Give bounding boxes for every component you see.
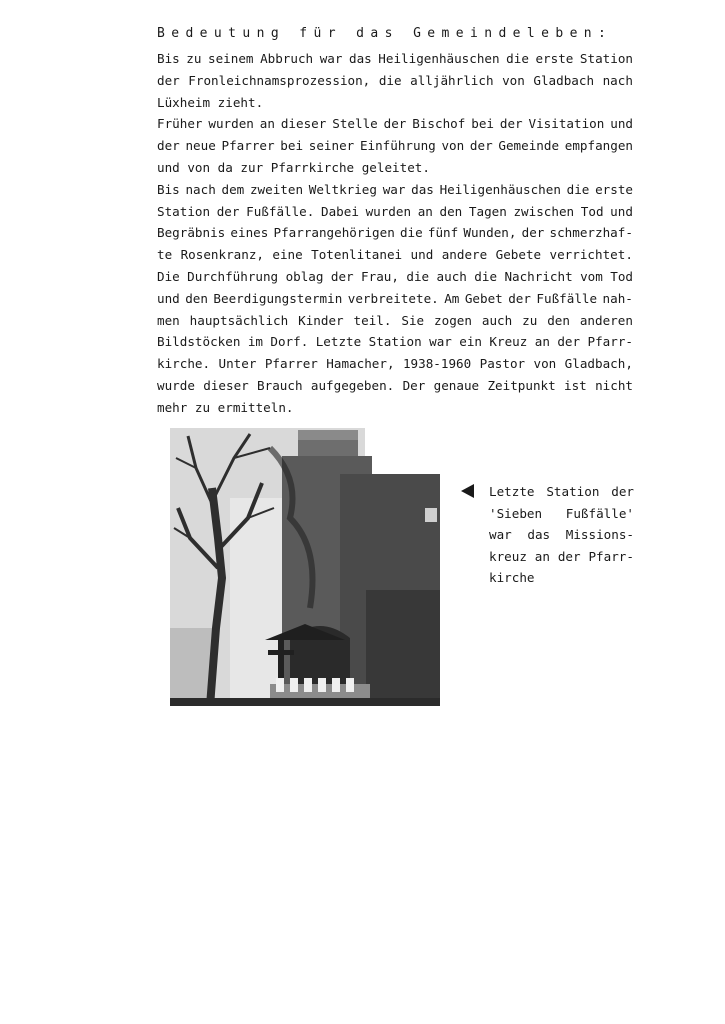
word: das bbox=[527, 527, 551, 543]
word: an bbox=[534, 334, 550, 350]
word: Letzte bbox=[315, 334, 362, 350]
text-line bbox=[157, 113, 633, 135]
word: der bbox=[157, 138, 180, 154]
word: Tod bbox=[580, 203, 604, 219]
word: Beerdigungstermin bbox=[213, 290, 343, 306]
word: Pfarrer bbox=[264, 356, 318, 372]
word: Gemeinde bbox=[498, 138, 560, 154]
word: Fronleichnamsprozession, bbox=[188, 72, 371, 88]
word: zogen bbox=[434, 312, 472, 328]
word: Hamacher, bbox=[326, 356, 395, 372]
word: seiner bbox=[308, 138, 355, 154]
word: die bbox=[566, 181, 590, 197]
word: auch bbox=[436, 268, 467, 284]
word: Station bbox=[579, 51, 633, 66]
word: aufgegeben. bbox=[310, 377, 395, 393]
word: wurden bbox=[208, 116, 254, 132]
word: der bbox=[383, 116, 407, 132]
word: oblag bbox=[285, 268, 324, 284]
church-photo-icon bbox=[170, 428, 440, 706]
text-line bbox=[157, 244, 633, 266]
caption-line bbox=[489, 524, 634, 546]
word: fünf bbox=[427, 225, 459, 241]
word: Station bbox=[546, 484, 600, 499]
word: Der bbox=[402, 377, 426, 393]
photo-caption bbox=[489, 481, 634, 589]
word: Station bbox=[368, 334, 422, 350]
word: und bbox=[157, 290, 180, 306]
word: Fußfälle bbox=[536, 290, 598, 306]
word: schmerzhaf- bbox=[549, 225, 633, 241]
word: eines bbox=[230, 225, 269, 241]
word: der bbox=[557, 334, 581, 350]
word: die bbox=[506, 51, 529, 66]
word: der bbox=[499, 116, 523, 132]
text-line bbox=[157, 179, 633, 201]
word: Heiligenhäuschen bbox=[378, 51, 500, 66]
word: Nachricht bbox=[504, 268, 573, 284]
word: Dabei bbox=[321, 203, 359, 219]
word: Rosenkranz, bbox=[180, 247, 264, 263]
word: Sie bbox=[401, 312, 425, 328]
word: Bis bbox=[157, 181, 180, 197]
caption-line bbox=[489, 546, 634, 568]
word: dieser bbox=[203, 377, 249, 393]
word: bei bbox=[280, 138, 304, 154]
word: vom bbox=[580, 268, 603, 284]
word: der bbox=[216, 203, 240, 219]
word: und bbox=[610, 116, 633, 132]
word: Pfarrer bbox=[221, 138, 275, 154]
word: im bbox=[247, 334, 263, 350]
word: anderen bbox=[579, 312, 633, 328]
word: war bbox=[489, 527, 512, 543]
word: dieser bbox=[280, 116, 327, 132]
word: neue bbox=[185, 138, 216, 154]
word: Bis bbox=[157, 51, 180, 66]
word: kreuz bbox=[489, 548, 527, 564]
word: wurden bbox=[365, 203, 412, 219]
word: Totenlitanei bbox=[311, 247, 403, 263]
word: Weltkrieg bbox=[308, 181, 377, 197]
word: wurde bbox=[157, 377, 195, 393]
word: Pfarrangehörigen bbox=[273, 225, 395, 241]
text-line bbox=[157, 92, 633, 114]
word: Gladbach, bbox=[564, 356, 633, 372]
word: ist bbox=[564, 377, 587, 393]
caption-line bbox=[489, 503, 634, 525]
word: den bbox=[185, 290, 208, 306]
word: und bbox=[410, 247, 434, 263]
word: an bbox=[534, 548, 550, 564]
word: der bbox=[611, 484, 634, 499]
word: bei bbox=[471, 116, 494, 132]
word: zu bbox=[522, 312, 538, 328]
word: dem bbox=[221, 181, 245, 197]
word: Kreuz bbox=[489, 334, 528, 350]
word: der bbox=[469, 138, 493, 154]
text-line bbox=[157, 201, 633, 223]
word: nach bbox=[185, 181, 216, 197]
word: Unter bbox=[218, 356, 257, 372]
word: der bbox=[521, 225, 545, 241]
word: der bbox=[330, 268, 354, 284]
word: Kinder bbox=[298, 312, 344, 328]
word: Fußfälle. bbox=[246, 203, 315, 219]
word: die bbox=[474, 268, 498, 284]
word: Gladbach bbox=[533, 72, 595, 88]
caption-line bbox=[489, 567, 634, 589]
word: nicht bbox=[595, 377, 633, 393]
word: die bbox=[399, 225, 423, 241]
word: ein bbox=[459, 334, 483, 350]
word: und von da zur Pfarrkirche geleitet. bbox=[157, 159, 430, 175]
word: von bbox=[533, 356, 557, 372]
text-line bbox=[157, 353, 633, 375]
word: auch bbox=[481, 312, 513, 328]
word: nach bbox=[602, 72, 633, 88]
word: hauptsächlich bbox=[189, 312, 289, 328]
word: alljährlich bbox=[410, 72, 494, 88]
text-line bbox=[157, 310, 633, 332]
word: der bbox=[157, 72, 180, 88]
text-line bbox=[157, 397, 633, 419]
word: verrichtet. bbox=[549, 247, 633, 263]
word: die bbox=[406, 268, 430, 284]
word: Missions- bbox=[565, 527, 634, 543]
word: Tagen bbox=[468, 203, 507, 219]
word: das bbox=[348, 51, 372, 66]
caption-line bbox=[489, 481, 634, 503]
word: das bbox=[411, 181, 434, 197]
word: andere bbox=[441, 247, 488, 263]
word: erste bbox=[535, 51, 574, 66]
word: war bbox=[382, 181, 406, 197]
word: Fußfälle' bbox=[565, 505, 634, 521]
word: erste bbox=[595, 181, 633, 197]
body-paragraph bbox=[157, 48, 633, 419]
word: men bbox=[157, 312, 180, 328]
word: Gebete bbox=[495, 247, 542, 263]
word: verbreitete. bbox=[347, 290, 439, 306]
word: war bbox=[319, 51, 343, 66]
word: kirche bbox=[489, 570, 535, 586]
text-line bbox=[157, 135, 633, 157]
word: Pastor bbox=[479, 356, 526, 372]
text-line bbox=[157, 70, 633, 92]
word: an bbox=[259, 116, 275, 132]
text-line bbox=[157, 288, 633, 310]
word: Die bbox=[157, 268, 180, 284]
word: den bbox=[439, 203, 463, 219]
word: der bbox=[557, 548, 581, 564]
word: Begräbnis bbox=[157, 225, 226, 241]
word: Abbruch bbox=[260, 51, 314, 66]
word: Bildstöcken bbox=[157, 334, 241, 350]
word: Am bbox=[444, 290, 460, 306]
word: Stelle bbox=[332, 116, 378, 132]
word: zu bbox=[186, 51, 202, 66]
word: Station bbox=[157, 203, 211, 219]
word: Tod bbox=[610, 268, 633, 284]
word: der bbox=[508, 290, 531, 306]
word: genaue bbox=[433, 377, 480, 393]
word: eine bbox=[272, 247, 303, 263]
text-line bbox=[157, 375, 633, 397]
word: mehr zu ermitteln. bbox=[157, 399, 294, 415]
word: Bischof bbox=[412, 116, 466, 132]
word: Letzte bbox=[489, 484, 535, 499]
text-line bbox=[157, 157, 633, 179]
word: nah- bbox=[602, 290, 633, 306]
word: und bbox=[610, 203, 633, 219]
word: von bbox=[441, 138, 465, 154]
word: war bbox=[429, 334, 452, 350]
word: teil. bbox=[353, 312, 392, 328]
word: 'Sieben bbox=[489, 505, 543, 521]
word: Zeitpunkt bbox=[487, 377, 556, 393]
word: Pfarr- bbox=[587, 334, 633, 350]
word: Brauch bbox=[257, 377, 303, 393]
word: seinem bbox=[208, 51, 254, 66]
section-heading: Bedeutung für das Gemeindeleben: bbox=[157, 26, 613, 41]
word: empfangen bbox=[564, 138, 633, 154]
left-pointing-triangle-icon bbox=[459, 482, 477, 500]
word: Einführung bbox=[359, 138, 436, 154]
word: den bbox=[547, 312, 570, 328]
word: die bbox=[378, 72, 402, 88]
word: Lüxheim zieht. bbox=[157, 94, 264, 110]
word: Wunden, bbox=[463, 225, 517, 241]
text-line bbox=[157, 266, 633, 288]
word: Früher bbox=[157, 116, 203, 132]
word: kirche. bbox=[157, 356, 211, 372]
word: Dorf. bbox=[270, 334, 309, 350]
word: zwischen bbox=[513, 203, 575, 219]
word: 1938-1960 bbox=[402, 356, 472, 372]
word: Heiligenhäuschen bbox=[439, 181, 561, 197]
text-line bbox=[157, 331, 633, 353]
word: Gebet bbox=[464, 290, 503, 306]
word: von bbox=[502, 72, 525, 88]
word: te bbox=[157, 247, 173, 263]
word: Durchführung bbox=[187, 268, 279, 284]
word: Pfarr- bbox=[588, 548, 634, 564]
word: Frau, bbox=[361, 268, 399, 284]
text-line bbox=[157, 222, 633, 244]
word: an bbox=[417, 203, 433, 219]
word: zweiten bbox=[249, 181, 304, 197]
text-line bbox=[157, 48, 633, 70]
word: Visitation bbox=[528, 116, 605, 132]
